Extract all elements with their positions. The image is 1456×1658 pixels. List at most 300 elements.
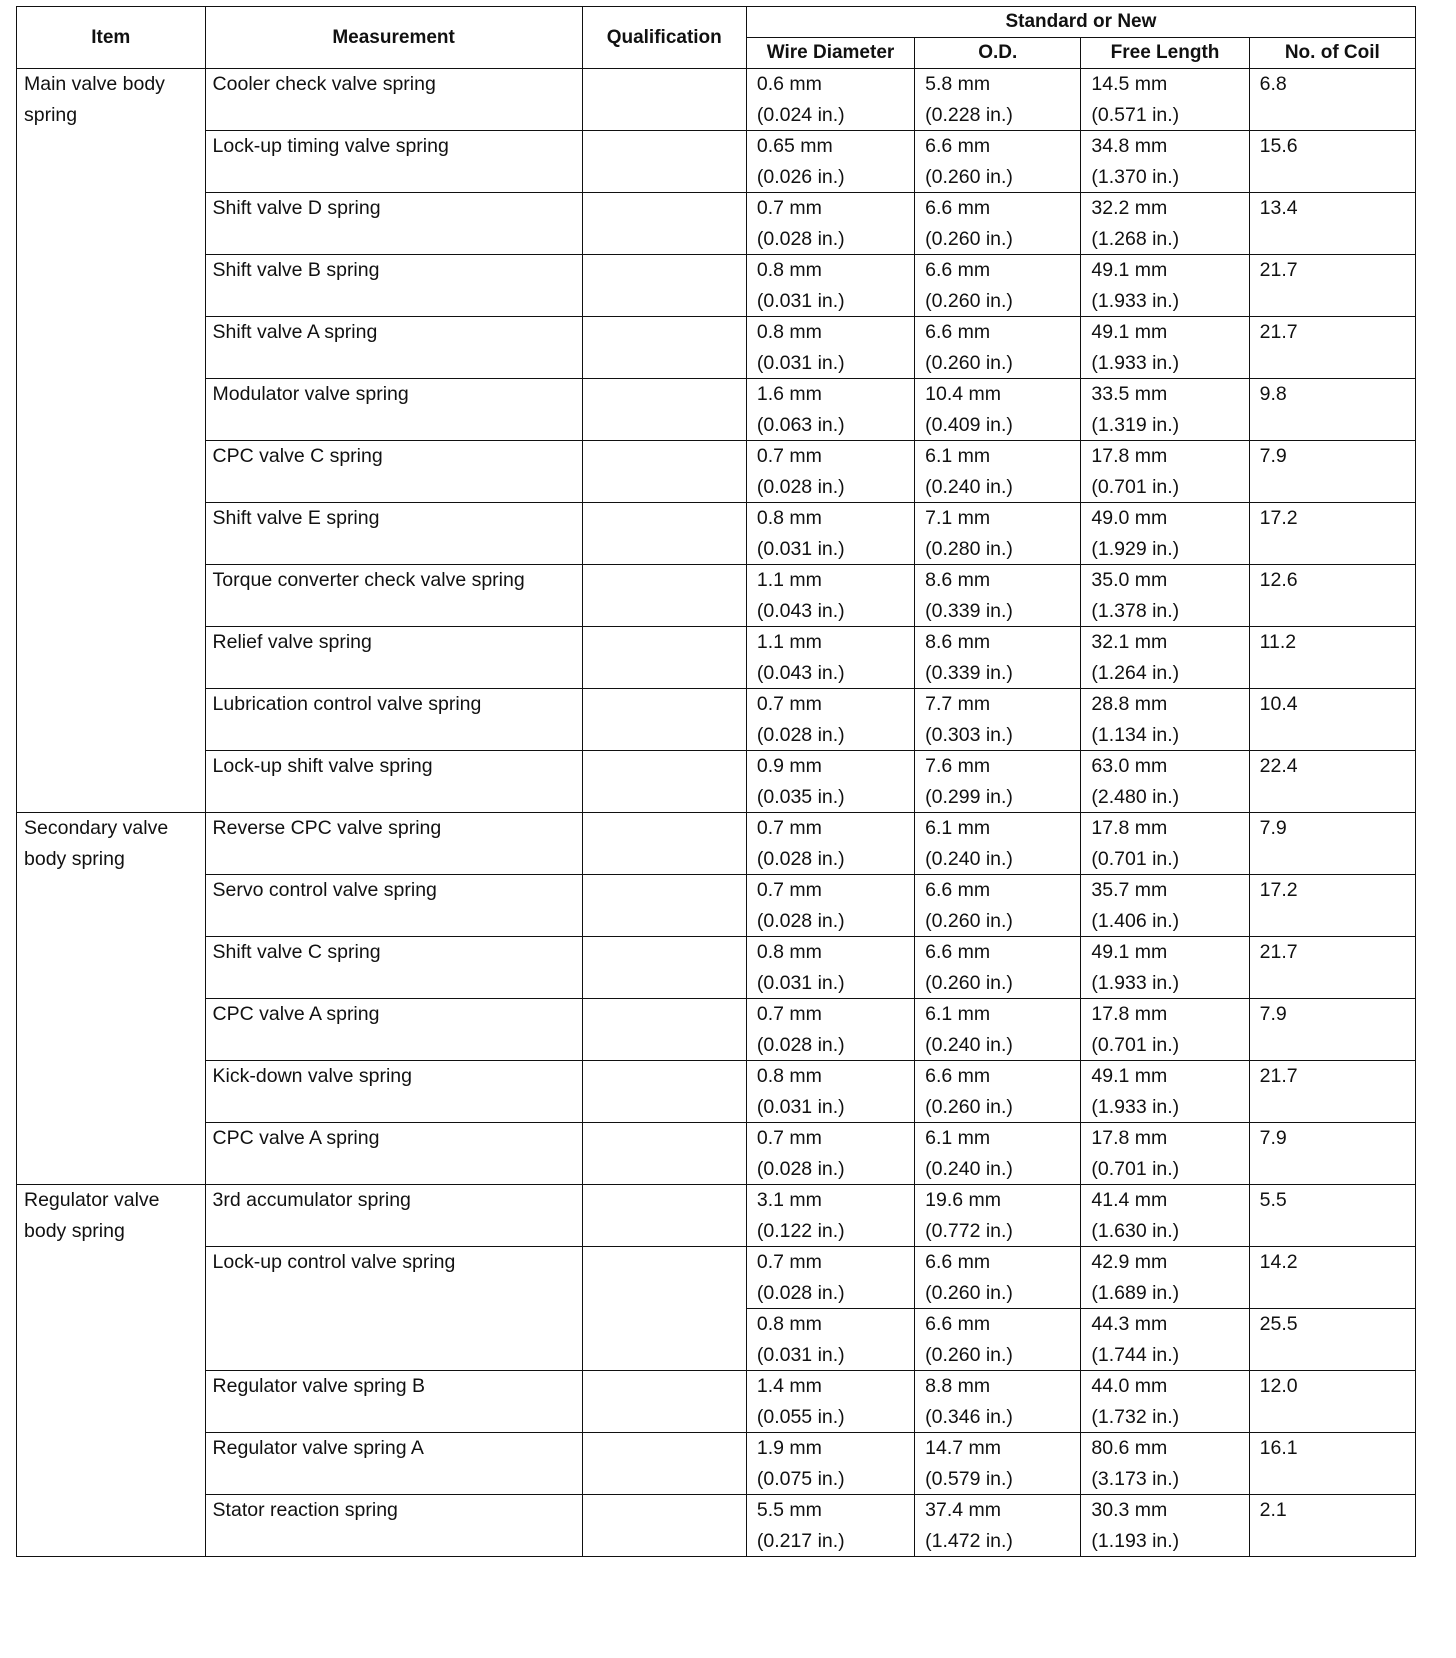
qualification-cell: [582, 1495, 746, 1557]
wire-diameter-metric: 1.6 mm: [756, 383, 822, 405]
coil-count-cell: 17.2: [1249, 503, 1415, 565]
item-cell: [17, 1185, 206, 1557]
wire-diameter-imperial: (0.031 in.): [756, 537, 845, 560]
coil-count-cell: 7.9: [1249, 999, 1415, 1061]
od-metric: 6.1 mm: [925, 1127, 991, 1149]
coil-count-cell: 5.5: [1249, 1185, 1415, 1247]
od-metric: 7.7 mm: [925, 693, 991, 715]
spring-specification-table: [16, 6, 1416, 1557]
free-length-cell: [1081, 1185, 1249, 1247]
od-metric: 8.8 mm: [925, 1375, 991, 1397]
coil-count-cell: 10.4: [1249, 689, 1415, 751]
od-metric: 19.6 mm: [925, 1189, 1001, 1211]
free-length-imperial: (1.689 in.): [1091, 1281, 1180, 1304]
measurement-cell: Shift valve E spring: [205, 503, 582, 565]
free-length-metric: 17.8 mm: [1091, 445, 1168, 467]
od-cell: [915, 1309, 1081, 1371]
od-imperial: (0.346 in.): [925, 1405, 1013, 1428]
wire-diameter-metric: 0.7 mm: [756, 693, 822, 715]
free-length-imperial: (1.933 in.): [1091, 1095, 1180, 1118]
free-length-metric: 41.4 mm: [1091, 1189, 1168, 1211]
wire-diameter-cell: [746, 1371, 914, 1433]
wire-diameter-cell: [746, 379, 914, 441]
measurement-cell: Regulator valve spring B: [205, 1371, 582, 1433]
table-row: [17, 1371, 1416, 1433]
table-row: [17, 193, 1416, 255]
table-row: [17, 503, 1416, 565]
free-length-imperial: (1.319 in.): [1091, 413, 1180, 436]
free-length-metric: 33.5 mm: [1091, 383, 1168, 405]
wire-diameter-imperial: (0.031 in.): [756, 289, 845, 312]
item-label-line: spring: [24, 103, 78, 126]
wire-diameter-metric: 0.7 mm: [756, 1127, 822, 1149]
table-row: [17, 379, 1416, 441]
wire-diameter-imperial: (0.055 in.): [756, 1405, 845, 1428]
measurement-cell: Relief valve spring: [205, 627, 582, 689]
wire-diameter-imperial: (0.122 in.): [756, 1219, 845, 1242]
od-cell: [915, 317, 1081, 379]
measurement-cell: Cooler check valve spring: [205, 69, 582, 131]
free-length-imperial: (1.744 in.): [1091, 1343, 1180, 1366]
od-cell: [915, 441, 1081, 503]
free-length-imperial: (1.732 in.): [1091, 1405, 1180, 1428]
table-row: [17, 69, 1416, 131]
od-cell: [915, 255, 1081, 317]
free-length-cell: [1081, 999, 1249, 1061]
free-length-imperial: (1.630 in.): [1091, 1219, 1180, 1242]
free-length-metric: 17.8 mm: [1091, 1003, 1168, 1025]
wire-diameter-imperial: (0.024 in.): [756, 103, 845, 126]
free-length-imperial: (1.378 in.): [1091, 599, 1180, 622]
coil-count-cell: 12.0: [1249, 1371, 1415, 1433]
wire-diameter-imperial: (0.028 in.): [756, 847, 845, 870]
od-imperial: (0.339 in.): [925, 599, 1013, 622]
od-imperial: (1.472 in.): [925, 1529, 1013, 1552]
free-length-imperial: (0.701 in.): [1091, 1157, 1180, 1180]
od-imperial: (0.260 in.): [925, 1281, 1013, 1304]
coil-count-cell: 13.4: [1249, 193, 1415, 255]
table-row: [17, 937, 1416, 999]
qualification-cell: [582, 255, 746, 317]
wire-diameter-metric: 0.8 mm: [756, 941, 822, 963]
od-metric: 7.6 mm: [925, 755, 991, 777]
measurement-cell: CPC valve A spring: [205, 1123, 582, 1185]
free-length-imperial: (1.929 in.): [1091, 537, 1180, 560]
coil-count-cell: 6.8: [1249, 69, 1415, 131]
od-metric: 6.6 mm: [925, 135, 991, 157]
item-cell: [17, 813, 206, 1185]
qualification-cell: [582, 627, 746, 689]
free-length-cell: [1081, 1433, 1249, 1495]
qualification-cell: [582, 565, 746, 627]
wire-diameter-metric: 5.5 mm: [756, 1499, 822, 1521]
measurement-cell: Shift valve C spring: [205, 937, 582, 999]
od-cell: [915, 813, 1081, 875]
wire-diameter-metric: 0.7 mm: [756, 1003, 822, 1025]
coil-count-cell: 16.1: [1249, 1433, 1415, 1495]
wire-diameter-metric: 0.8 mm: [756, 321, 822, 343]
wire-diameter-metric: 0.7 mm: [756, 445, 822, 467]
od-cell: [915, 1371, 1081, 1433]
wire-diameter-imperial: (0.028 in.): [756, 1157, 845, 1180]
wire-diameter-cell: [746, 1433, 914, 1495]
free-length-imperial: (1.268 in.): [1091, 227, 1180, 250]
coil-count-cell: 17.2: [1249, 875, 1415, 937]
free-length-cell: [1081, 255, 1249, 317]
coil-count-cell: 21.7: [1249, 317, 1415, 379]
header-free-length: Free Length: [1081, 38, 1249, 69]
wire-diameter-metric: 0.9 mm: [756, 755, 822, 777]
qualification-cell: [582, 379, 746, 441]
od-cell: [915, 1433, 1081, 1495]
od-metric: 6.6 mm: [925, 1251, 991, 1273]
wire-diameter-cell: [746, 441, 914, 503]
table-row: [17, 565, 1416, 627]
measurement-cell: Regulator valve spring A: [205, 1433, 582, 1495]
table-row: [17, 999, 1416, 1061]
od-cell: [915, 937, 1081, 999]
table-row: [17, 1061, 1416, 1123]
qualification-cell: [582, 1185, 746, 1247]
od-metric: 6.6 mm: [925, 941, 991, 963]
wire-diameter-cell: [746, 1495, 914, 1557]
qualification-cell: [582, 1433, 746, 1495]
od-metric: 6.6 mm: [925, 1313, 991, 1335]
od-metric: 14.7 mm: [925, 1437, 1001, 1459]
wire-diameter-imperial: (0.028 in.): [756, 227, 845, 250]
qualification-cell: [582, 441, 746, 503]
table-row: [17, 131, 1416, 193]
wire-diameter-metric: 1.1 mm: [756, 631, 822, 653]
od-imperial: (0.260 in.): [925, 971, 1013, 994]
wire-diameter-cell: [746, 1123, 914, 1185]
free-length-cell: [1081, 1371, 1249, 1433]
free-length-metric: 80.6 mm: [1091, 1437, 1168, 1459]
free-length-metric: 35.7 mm: [1091, 879, 1168, 901]
wire-diameter-metric: 1.4 mm: [756, 1375, 822, 1397]
wire-diameter-cell: [746, 689, 914, 751]
free-length-metric: 49.1 mm: [1091, 259, 1168, 281]
header-qualification: Qualification: [582, 7, 746, 69]
od-cell: [915, 999, 1081, 1061]
od-imperial: (0.240 in.): [925, 847, 1013, 870]
od-imperial: (0.299 in.): [925, 785, 1013, 808]
od-cell: [915, 503, 1081, 565]
wire-diameter-imperial: (0.043 in.): [756, 599, 845, 622]
wire-diameter-imperial: (0.031 in.): [756, 1343, 845, 1366]
od-imperial: (0.260 in.): [925, 1343, 1013, 1366]
free-length-imperial: (0.701 in.): [1091, 1033, 1180, 1056]
free-length-cell: [1081, 565, 1249, 627]
qualification-cell: [582, 937, 746, 999]
od-cell: [915, 69, 1081, 131]
free-length-metric: 35.0 mm: [1091, 569, 1168, 591]
od-imperial: (0.260 in.): [925, 165, 1013, 188]
table-row: [17, 1247, 1416, 1309]
free-length-cell: [1081, 441, 1249, 503]
wire-diameter-imperial: (0.028 in.): [756, 475, 845, 498]
qualification-cell: [582, 689, 746, 751]
wire-diameter-cell: [746, 317, 914, 379]
table-header: [17, 7, 1416, 69]
od-cell: [915, 131, 1081, 193]
od-metric: 8.6 mm: [925, 631, 991, 653]
table-row: [17, 1433, 1416, 1495]
od-metric: 6.6 mm: [925, 259, 991, 281]
qualification-cell: [582, 193, 746, 255]
qualification-cell: [582, 999, 746, 1061]
wire-diameter-metric: 0.7 mm: [756, 197, 822, 219]
wire-diameter-cell: [746, 627, 914, 689]
od-metric: 7.1 mm: [925, 507, 991, 529]
od-cell: [915, 193, 1081, 255]
od-metric: 6.1 mm: [925, 445, 991, 467]
free-length-cell: [1081, 751, 1249, 813]
free-length-metric: 32.2 mm: [1091, 197, 1168, 219]
free-length-imperial: (2.480 in.): [1091, 785, 1180, 808]
coil-count-cell: 7.9: [1249, 1123, 1415, 1185]
table-row: [17, 689, 1416, 751]
coil-count-cell: 14.2: [1249, 1247, 1415, 1309]
free-length-metric: 49.1 mm: [1091, 941, 1168, 963]
free-length-cell: [1081, 1247, 1249, 1309]
wire-diameter-imperial: (0.031 in.): [756, 971, 845, 994]
od-metric: 6.1 mm: [925, 1003, 991, 1025]
free-length-metric: 44.0 mm: [1091, 1375, 1168, 1397]
measurement-cell: CPC valve A spring: [205, 999, 582, 1061]
od-imperial: (0.228 in.): [925, 103, 1013, 126]
od-cell: [915, 1123, 1081, 1185]
free-length-metric: 49.0 mm: [1091, 507, 1168, 529]
free-length-imperial: (1.933 in.): [1091, 351, 1180, 374]
table-row: [17, 441, 1416, 503]
coil-count-cell: 21.7: [1249, 1061, 1415, 1123]
measurement-cell: Shift valve B spring: [205, 255, 582, 317]
measurement-cell: Shift valve D spring: [205, 193, 582, 255]
wire-diameter-metric: 0.8 mm: [756, 1313, 822, 1335]
wire-diameter-cell: [746, 937, 914, 999]
wire-diameter-cell: [746, 813, 914, 875]
od-metric: 8.6 mm: [925, 569, 991, 591]
free-length-cell: [1081, 317, 1249, 379]
header-item: Item: [17, 7, 206, 69]
coil-count-cell: 21.7: [1249, 255, 1415, 317]
table-row: [17, 751, 1416, 813]
free-length-imperial: (1.406 in.): [1091, 909, 1180, 932]
free-length-imperial: (1.933 in.): [1091, 971, 1180, 994]
qualification-cell: [582, 813, 746, 875]
wire-diameter-cell: [746, 1061, 914, 1123]
free-length-imperial: (1.264 in.): [1091, 661, 1180, 684]
wire-diameter-metric: 0.7 mm: [756, 1251, 822, 1273]
table-row: [17, 317, 1416, 379]
header-no-of-coil: No. of Coil: [1249, 38, 1415, 69]
wire-diameter-imperial: (0.028 in.): [756, 1281, 845, 1304]
wire-diameter-cell: [746, 69, 914, 131]
table-row: [17, 627, 1416, 689]
wire-diameter-metric: 0.8 mm: [756, 259, 822, 281]
coil-count-cell: 7.9: [1249, 441, 1415, 503]
free-length-imperial: (0.701 in.): [1091, 847, 1180, 870]
table-body: [17, 69, 1416, 1557]
coil-count-cell: 12.6: [1249, 565, 1415, 627]
table-row: [17, 1123, 1416, 1185]
free-length-metric: 34.8 mm: [1091, 135, 1168, 157]
free-length-cell: [1081, 1309, 1249, 1371]
qualification-cell: [582, 69, 746, 131]
od-imperial: (0.260 in.): [925, 351, 1013, 374]
wire-diameter-imperial: (0.043 in.): [756, 661, 845, 684]
od-imperial: (0.280 in.): [925, 537, 1013, 560]
wire-diameter-cell: [746, 1309, 914, 1371]
coil-count-cell: 2.1: [1249, 1495, 1415, 1557]
measurement-cell: Lock-up shift valve spring: [205, 751, 582, 813]
qualification-cell: [582, 317, 746, 379]
qualification-cell: [582, 131, 746, 193]
coil-count-cell: 15.6: [1249, 131, 1415, 193]
free-length-cell: [1081, 69, 1249, 131]
wire-diameter-imperial: (0.217 in.): [756, 1529, 845, 1552]
od-cell: [915, 627, 1081, 689]
wire-diameter-imperial: (0.028 in.): [756, 1033, 845, 1056]
coil-count-cell: 22.4: [1249, 751, 1415, 813]
wire-diameter-cell: [746, 1185, 914, 1247]
qualification-cell: [582, 1123, 746, 1185]
wire-diameter-imperial: (0.063 in.): [756, 413, 845, 436]
wire-diameter-imperial: (0.028 in.): [756, 723, 845, 746]
free-length-cell: [1081, 875, 1249, 937]
free-length-cell: [1081, 627, 1249, 689]
od-cell: [915, 1185, 1081, 1247]
free-length-metric: 49.1 mm: [1091, 321, 1168, 343]
coil-count-cell: 25.5: [1249, 1309, 1415, 1371]
free-length-metric: 17.8 mm: [1091, 817, 1168, 839]
wire-diameter-cell: [746, 999, 914, 1061]
free-length-metric: 49.1 mm: [1091, 1065, 1168, 1087]
od-metric: 6.6 mm: [925, 321, 991, 343]
od-imperial: (0.240 in.): [925, 475, 1013, 498]
wire-diameter-imperial: (0.026 in.): [756, 165, 845, 188]
wire-diameter-cell: [746, 193, 914, 255]
free-length-imperial: (0.571 in.): [1091, 103, 1180, 126]
wire-diameter-metric: 0.7 mm: [756, 817, 822, 839]
od-imperial: (0.303 in.): [925, 723, 1013, 746]
coil-count-cell: 21.7: [1249, 937, 1415, 999]
item-label-line: body spring: [24, 1219, 125, 1242]
od-imperial: (0.240 in.): [925, 1033, 1013, 1056]
free-length-imperial: (1.134 in.): [1091, 723, 1180, 746]
od-imperial: (0.579 in.): [925, 1467, 1013, 1490]
measurement-cell: CPC valve C spring: [205, 441, 582, 503]
wire-diameter-cell: [746, 565, 914, 627]
wire-diameter-imperial: (0.031 in.): [756, 351, 845, 374]
od-imperial: (0.409 in.): [925, 413, 1013, 436]
measurement-cell: Modulator valve spring: [205, 379, 582, 441]
od-cell: [915, 875, 1081, 937]
od-metric: 5.8 mm: [925, 73, 991, 95]
measurement-cell: Stator reaction spring: [205, 1495, 582, 1557]
od-imperial: (0.260 in.): [925, 909, 1013, 932]
free-length-metric: 63.0 mm: [1091, 755, 1168, 777]
free-length-cell: [1081, 1495, 1249, 1557]
table-row: [17, 813, 1416, 875]
free-length-metric: 44.3 mm: [1091, 1313, 1168, 1335]
qualification-cell: [582, 751, 746, 813]
wire-diameter-metric: 0.8 mm: [756, 1065, 822, 1087]
wire-diameter-cell: [746, 255, 914, 317]
free-length-cell: [1081, 937, 1249, 999]
wire-diameter-metric: 0.7 mm: [756, 879, 822, 901]
measurement-cell: Lubrication control valve spring: [205, 689, 582, 751]
od-imperial: (0.260 in.): [925, 289, 1013, 312]
coil-count-cell: 9.8: [1249, 379, 1415, 441]
free-length-cell: [1081, 193, 1249, 255]
table-row: [17, 875, 1416, 937]
wire-diameter-cell: [746, 503, 914, 565]
item-label-line: body spring: [24, 847, 125, 870]
wire-diameter-metric: 0.65 mm: [756, 135, 833, 157]
wire-diameter-cell: [746, 131, 914, 193]
od-cell: [915, 689, 1081, 751]
coil-count-cell: 11.2: [1249, 627, 1415, 689]
measurement-cell: Lock-up control valve spring: [205, 1247, 582, 1371]
wire-diameter-metric: 1.1 mm: [756, 569, 822, 591]
od-imperial: (0.260 in.): [925, 227, 1013, 250]
free-length-metric: 32.1 mm: [1091, 631, 1168, 653]
od-imperial: (0.260 in.): [925, 1095, 1013, 1118]
qualification-cell: [582, 503, 746, 565]
measurement-cell: Shift valve A spring: [205, 317, 582, 379]
free-length-metric: 28.8 mm: [1091, 693, 1168, 715]
od-imperial: (0.772 in.): [925, 1219, 1013, 1242]
free-length-cell: [1081, 813, 1249, 875]
free-length-imperial: (1.933 in.): [1091, 289, 1180, 312]
free-length-imperial: (0.701 in.): [1091, 475, 1180, 498]
qualification-cell: [582, 1371, 746, 1433]
od-cell: [915, 379, 1081, 441]
wire-diameter-cell: [746, 751, 914, 813]
wire-diameter-imperial: (0.035 in.): [756, 785, 845, 808]
wire-diameter-metric: 0.8 mm: [756, 507, 822, 529]
wire-diameter-metric: 1.9 mm: [756, 1437, 822, 1459]
free-length-cell: [1081, 1061, 1249, 1123]
od-cell: [915, 565, 1081, 627]
od-metric: 6.6 mm: [925, 879, 991, 901]
header-od: O.D.: [915, 38, 1081, 69]
header-measurement: Measurement: [205, 7, 582, 69]
item-label-line: Regulator valve: [24, 1189, 160, 1211]
free-length-imperial: (3.173 in.): [1091, 1467, 1180, 1490]
free-length-imperial: (1.193 in.): [1091, 1529, 1180, 1552]
table-row: [17, 1185, 1416, 1247]
item-label-line: Secondary valve: [24, 817, 169, 839]
header-wire-diameter: Wire Diameter: [746, 38, 914, 69]
free-length-cell: [1081, 379, 1249, 441]
od-cell: [915, 1247, 1081, 1309]
od-imperial: (0.240 in.): [925, 1157, 1013, 1180]
wire-diameter-metric: 0.6 mm: [756, 73, 822, 95]
measurement-cell: Kick-down valve spring: [205, 1061, 582, 1123]
od-metric: 10.4 mm: [925, 383, 1001, 405]
free-length-metric: 14.5 mm: [1091, 73, 1168, 95]
free-length-metric: 17.8 mm: [1091, 1127, 1168, 1149]
wire-diameter-imperial: (0.075 in.): [756, 1467, 845, 1490]
wire-diameter-imperial: (0.028 in.): [756, 909, 845, 932]
wire-diameter-cell: [746, 875, 914, 937]
free-length-cell: [1081, 1123, 1249, 1185]
od-metric: 6.6 mm: [925, 197, 991, 219]
item-label-line: Main valve body: [24, 73, 165, 95]
